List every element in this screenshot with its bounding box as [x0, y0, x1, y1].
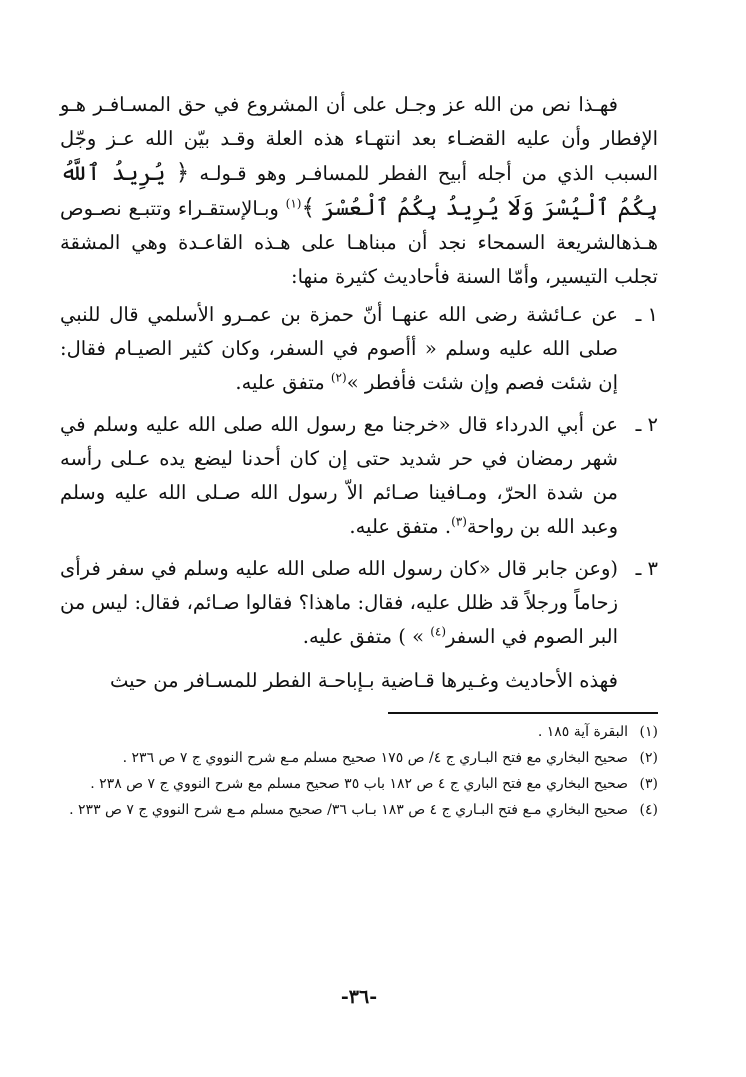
verse-close-bracket: ﴾: [301, 195, 315, 221]
intro-text-continued: وبـالإستقـراء وتتبـع نصـوص هـذهالشريعة السمحاء نجد أن مبناهـا على هـذه القاعـدة وهي المشقة تجلب التيسير، وأمّا السنة فأحاديث كثيرة منها:: [60, 197, 658, 288]
hadith-number: ٢ ـ: [635, 413, 658, 436]
footnotes-list: [60, 720, 658, 822]
hadith-text: (وعن جابر قال «كان رسول الله صلى الله عليه وسلم في سفر فرأى زحاماً ورجلاً قد ظلل عليه، فقال: ماهذا؟ فقالوا صـائم، فقال: ليس من البر الصوم في السفر: [60, 557, 618, 648]
closing-paragraph: فهذه الأحاديث وغـيرها قـاضية بـإباحـة الفطر للمسـافر من حيث: [109, 669, 618, 692]
intro-text: فهـذا نص من الله عز وجـل على أن المشروع في حق المسـافـر هـو الإفطار وأن عليه القضـاء بعد انتهـاء هذه العلة وقـد بيّن الله عـز وجّل السبب الذي من أجله أبيح الفطر للمسافـر وهو قـولـه: [60, 93, 658, 185]
hadith-tail: . متفق عليه.: [349, 515, 452, 538]
main-text: [60, 88, 658, 698]
hadith-item: [60, 298, 658, 400]
footnote-mark: (٤): [639, 802, 658, 818]
hadith-number: ٣ ـ: [635, 557, 658, 580]
footnote-text: صحيح البخاري مع فتح البـاري ج ٤/ ص ١٧٥ صحيح مسلم مـع شرح النووي ج ٧ ص ٢٣٦ .: [122, 750, 628, 766]
hadith-item: [60, 552, 658, 654]
verse-open-bracket: ﴿: [175, 160, 190, 186]
footnote-mark: (١): [639, 724, 658, 740]
footnote-ref-1: (١): [285, 196, 302, 211]
hadith-tail: متفق عليه.: [235, 371, 331, 394]
intro-paragraph: [60, 88, 658, 294]
footnote-item: [60, 720, 658, 744]
quran-verse: يُرِيدُ ٱللَّهُ بِكُمُ ٱلْيُسْرَ وَلَا يُرِيدُ بِكُمُ ٱلْعُسْرَ: [60, 160, 658, 221]
footnote-mark: (٢): [639, 750, 658, 766]
footnote-divider: [388, 712, 658, 714]
footnote-ref-3: (٣): [451, 514, 467, 529]
hadith-text: عن عـائشة رضى الله عنهـا أنّ حمزة بن عمـرو الأسلمي قال للنبي صلى الله عليه وسلم « أأصوم في السفر، وكان كثير الصيـام فقال: إن شئت فصم وإن شئت فأفطر »: [60, 303, 618, 394]
hadith-text: عن أبي الدرداء قال «خرجنا مع رسول الله صلى الله عليه وسلم في شهر رمضان في حر شديد حتى إن كان أحدنا ليضع يده عـلى رأسه من شدة الحرّ، ومـافينا صـائم الاّ رسول الله صـلى الله عليه وسلم وعبد الله بن رواحة: [60, 413, 618, 538]
footnote-text: البقرة آية ١٨٥ .: [537, 724, 628, 740]
book-page: [60, 88, 658, 1077]
footnote-text: صحيح البخاري مع فتح الباري ج ٤ ص ١٨٢ باب ٣٥ صحيح مسلم مع شرح النووي ج ٧ ص ٢٣٨ .: [90, 776, 628, 792]
footnote-text: صحيح البخاري مـع فتح البـاري ج ٤ ص ١٨٣ بـاب ٣٦/ صحيح مسلم مـع شرح النووي ج ٧ ص ٢٣٣ .: [69, 802, 628, 818]
hadith-list: [60, 298, 658, 654]
footnote-item: [60, 746, 658, 770]
hadith-item: [60, 408, 658, 544]
page-number: -٣٦-: [340, 986, 378, 1008]
footnote-ref-2: (٢): [330, 370, 347, 385]
footnote-ref-4: (٤): [430, 624, 447, 639]
hadith-number: ١ ـ: [635, 303, 658, 326]
footnote-item: [60, 798, 658, 822]
footnote-mark: (٣): [639, 776, 658, 792]
hadith-tail: » ) متفق عليه.: [302, 625, 431, 648]
footnote-item: [60, 772, 658, 796]
